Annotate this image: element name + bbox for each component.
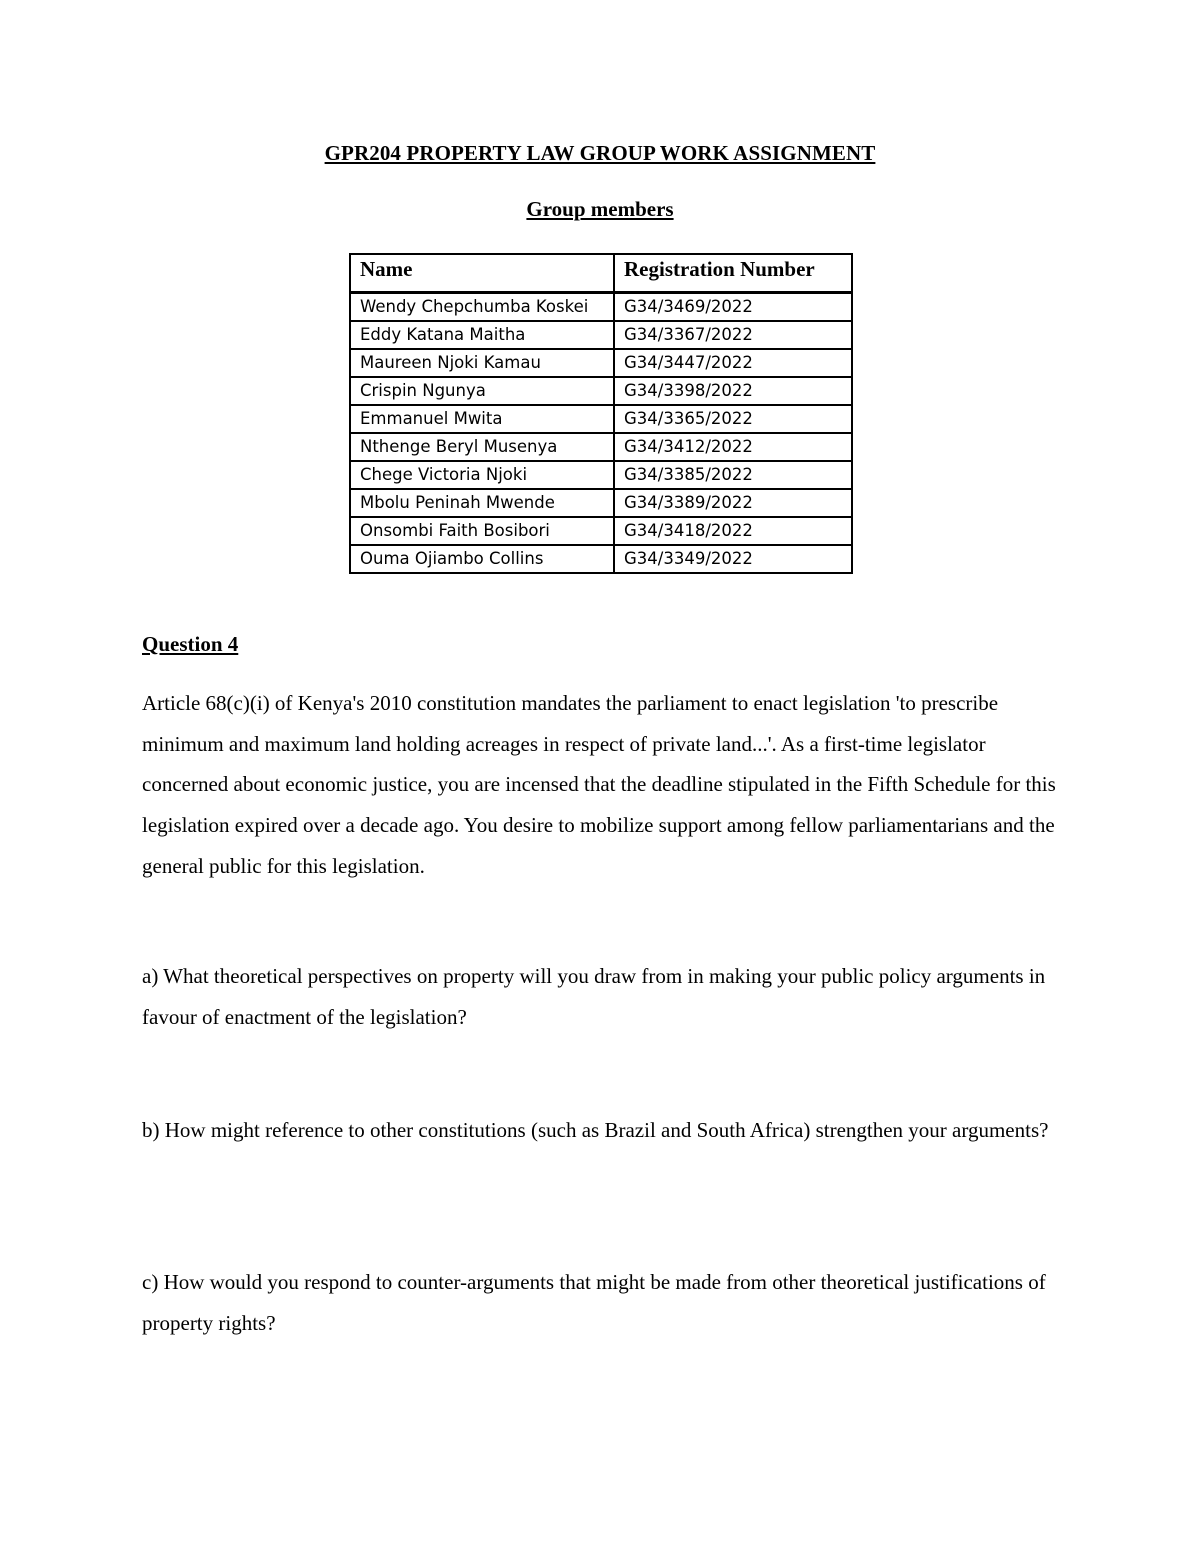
question-intro-paragraph: Article 68(c)(i) of Kenya's 2010 constitution mandates the parliament to enact legislation 'to prescribe minimum and maximum land holding acreages in respect of private land...'. As a first-time legislator concerned about economic justice, you are incensed that the deadline stipulated in the Fifth Schedule for this legislation expired over a decade ago. You desire to mobilize support among fellow parliamentarians and the general public for this legislation.	[142, 691, 1056, 878]
registration-number: G34/3389/2022	[614, 489, 852, 517]
member-name: Eddy Katana Maitha	[350, 321, 614, 349]
group-members-table	[349, 253, 853, 574]
table-row	[350, 433, 852, 461]
table-row	[350, 461, 852, 489]
table-row	[350, 349, 852, 377]
member-name: Wendy Chepchumba Koskei	[350, 292, 614, 321]
table-row	[350, 545, 852, 573]
table-row	[350, 321, 852, 349]
member-name: Emmanuel Mwita	[350, 405, 614, 433]
group-members-heading: Group members	[526, 197, 674, 221]
question-part-a: a) What theoretical perspectives on property will you draw from in making your public policy arguments in favour of enactment of the legislation?	[142, 964, 1046, 1029]
registration-number: G34/3398/2022	[614, 377, 852, 405]
registration-number: G34/3349/2022	[614, 545, 852, 573]
member-name: Mbolu Peninah Mwende	[350, 489, 614, 517]
member-name: Onsombi Faith Bosibori	[350, 517, 614, 545]
member-name: Chege Victoria Njoki	[350, 461, 614, 489]
registration-number: G34/3418/2022	[614, 517, 852, 545]
table-header-row	[350, 254, 852, 292]
registration-column-header: Registration Number	[614, 254, 852, 292]
table-row	[350, 292, 852, 321]
registration-number: G34/3447/2022	[614, 349, 852, 377]
table-row	[350, 405, 852, 433]
question-heading: Question 4	[142, 632, 239, 656]
table-row	[350, 489, 852, 517]
registration-number: G34/3412/2022	[614, 433, 852, 461]
member-name: Maureen Njoki Kamau	[350, 349, 614, 377]
registration-number: G34/3385/2022	[614, 461, 852, 489]
member-name: Crispin Ngunya	[350, 377, 614, 405]
member-name: Nthenge Beryl Musenya	[350, 433, 614, 461]
table-row	[350, 377, 852, 405]
question-part-b: b) How might reference to other constitutions (such as Brazil and South Africa) strengthen your arguments?	[142, 1118, 1049, 1142]
name-column-header: Name	[350, 254, 614, 292]
question-part-c: c) How would you respond to counter-arguments that might be made from other theoretical justifications of property rights?	[142, 1270, 1046, 1335]
member-name: Ouma Ojiambo Collins	[350, 545, 614, 573]
table-row	[350, 517, 852, 545]
registration-number: G34/3365/2022	[614, 405, 852, 433]
registration-number: G34/3469/2022	[614, 292, 852, 321]
document-title: GPR204 PROPERTY LAW GROUP WORK ASSIGNMENT	[324, 141, 876, 165]
registration-number: G34/3367/2022	[614, 321, 852, 349]
